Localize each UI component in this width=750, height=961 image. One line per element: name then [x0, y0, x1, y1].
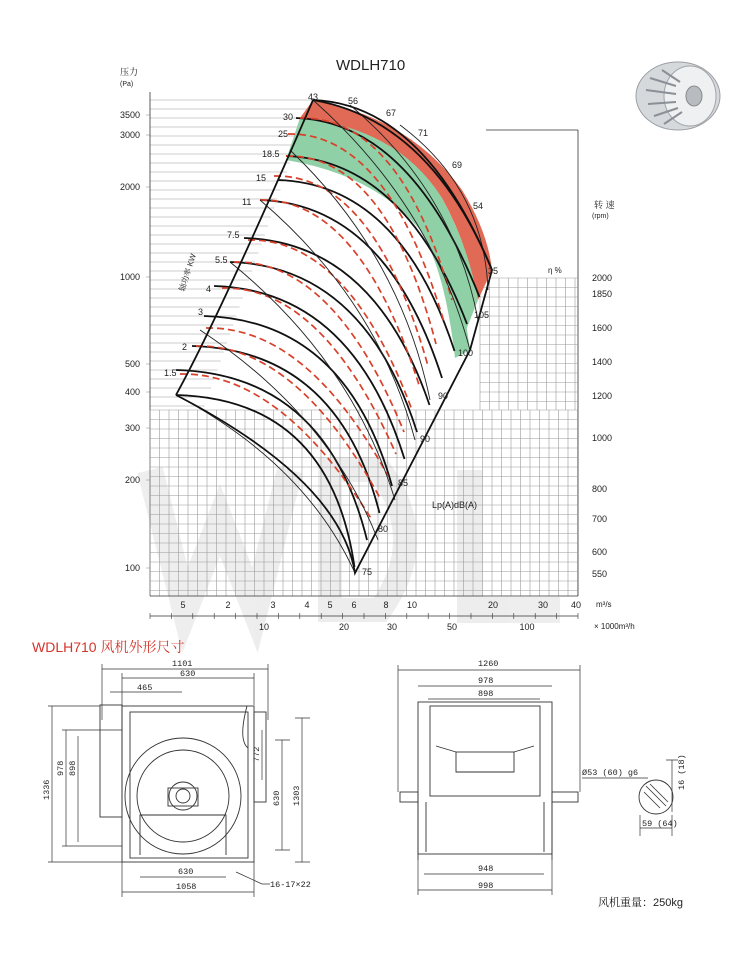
- efficiency-label: 105: [474, 310, 490, 320]
- power-axis-label: 轴功率 KW: [177, 252, 198, 293]
- efficiency-label: 54: [473, 201, 484, 211]
- x-tick-bottom-label: 10: [258, 622, 270, 632]
- efficiency-label: 100: [458, 348, 474, 358]
- power-value-label: 30: [283, 112, 294, 122]
- power-value-label: 15: [256, 173, 267, 183]
- dim-1101: 1101: [172, 659, 193, 669]
- shaft-key: 16 (18): [677, 754, 687, 790]
- rpm-tick-label: 550: [592, 569, 608, 579]
- dim-978-right: 978: [478, 676, 494, 686]
- efficiency-label: 80: [378, 524, 389, 534]
- rpm-tick-label: 800: [592, 484, 608, 494]
- power-value-label: 2: [182, 342, 188, 352]
- x-tick-top-label: 5: [327, 600, 333, 610]
- dim-1336: 1336: [42, 779, 52, 800]
- rpm-tick-label: 1600: [592, 323, 613, 333]
- y-tick-label: 100: [124, 563, 140, 573]
- side-view-drawing: [398, 665, 580, 895]
- rpm-tick-label: 1400: [592, 357, 613, 367]
- efficiency-label: 56: [348, 96, 359, 106]
- efficiency-label: 67: [386, 108, 397, 118]
- fan-weight: 风机重量：250kg: [598, 897, 683, 909]
- dim-948: 948: [478, 864, 494, 874]
- dim-630-top: 630: [180, 669, 196, 679]
- rpm-tick-label: 1850: [592, 289, 613, 299]
- shaft-depth: 59 (64): [642, 819, 678, 829]
- x-tick-top-label: 8: [383, 600, 389, 610]
- x-tick-bottom-label: 100: [519, 622, 535, 632]
- noise-label: Lp(A)dB(A): [432, 500, 478, 510]
- dim-465: 465: [137, 683, 153, 693]
- eta-label: η %: [548, 266, 562, 275]
- x-tick-top-label: 5: [180, 600, 186, 610]
- dim-630-vertical: 630: [272, 790, 282, 806]
- power-value-label: 25: [278, 129, 289, 139]
- power-value-label: 11: [242, 197, 252, 207]
- rpm-tick-label: 1000: [592, 433, 613, 443]
- x-tick-top-label: 4: [304, 600, 310, 610]
- x-tick-top-label: 10: [406, 600, 418, 610]
- efficiency-label: 43: [308, 92, 319, 102]
- power-curve: [248, 240, 412, 410]
- y-tick-label: 500: [124, 359, 140, 369]
- y-tick-label: 3000: [119, 130, 140, 140]
- x-tick-bottom-label: 20: [338, 622, 350, 632]
- x-tick-bottom-label: 50: [446, 622, 458, 632]
- dim-1260: 1260: [478, 659, 499, 669]
- y-tick-label: 1000: [119, 272, 140, 282]
- efficiency-label: 69: [452, 160, 463, 170]
- dim-998: 998: [478, 881, 494, 891]
- y-tick-label: 400: [124, 387, 140, 397]
- rpm-tick-label: 2000: [592, 273, 613, 283]
- dim-1058: 1058: [176, 882, 197, 892]
- efficiency-label: 71: [418, 128, 429, 138]
- y-tick-label: 3500: [119, 110, 140, 120]
- power-curve: [260, 200, 420, 388]
- power-value-label: 5.5: [215, 255, 228, 265]
- efficiency-label: 35: [488, 266, 499, 276]
- chart-title: WDLH710: [336, 57, 406, 74]
- power-value-label: 3: [198, 307, 204, 317]
- dim-holes: 16-17×22: [270, 880, 311, 890]
- dim-772: 772: [252, 746, 262, 762]
- speed-curve: [244, 238, 430, 405]
- rpm-tick-label: 1200: [592, 391, 613, 401]
- efficiency-label: 90: [438, 391, 449, 401]
- y-tick-label: 300: [124, 423, 140, 433]
- dim-978-left: 978: [56, 760, 66, 776]
- power-value-label: 4: [206, 284, 212, 294]
- y-tick-label: 2000: [119, 182, 140, 192]
- rpm-tick-label: 600: [592, 547, 608, 557]
- front-view-drawing: [48, 664, 310, 897]
- rpm-axis-label: 转 速: [594, 200, 615, 210]
- y-axis-label: 压力: [120, 67, 139, 77]
- x-axis-unit-bottom: × 1000m³/h: [594, 622, 635, 631]
- performance-chart: [120, 57, 720, 632]
- y-axis-unit: (Pa): [120, 81, 134, 88]
- speed-curve: [230, 262, 417, 432]
- power-value-label: 1.5: [164, 368, 177, 378]
- dim-898-left: 898: [68, 760, 78, 776]
- shaft-diameter: Ø53 (60) g6: [582, 768, 639, 778]
- dim-898-right: 898: [478, 689, 494, 699]
- x-tick-top-label: 30: [537, 600, 549, 610]
- x-axis-unit-top: m³/s: [596, 600, 612, 609]
- x-tick-bottom-label: 30: [386, 622, 398, 632]
- x-tick-top-label: 40: [570, 600, 582, 610]
- y-tick-label: 200: [124, 475, 140, 485]
- efficiency-label: 90: [420, 434, 431, 444]
- dimension-heading: WDLH710 风机外形尺寸: [32, 639, 185, 655]
- dim-1303: 1303: [292, 785, 302, 806]
- dim-630-bottom: 630: [178, 867, 194, 877]
- x-tick-top-label: 2: [225, 600, 231, 610]
- power-labels: [164, 112, 293, 378]
- efficiency-label: 75: [362, 567, 373, 577]
- rpm-axis-unit: (rpm): [592, 213, 609, 220]
- rpm-tick-label: 700: [592, 514, 608, 524]
- efficiency-label: 85: [398, 478, 409, 488]
- x-tick-top-label: 3: [270, 600, 276, 610]
- impeller-photo-icon: [636, 62, 720, 130]
- x-tick-top-label: 20: [487, 600, 499, 610]
- power-value-label: 7.5: [227, 230, 240, 240]
- x-tick-top-label: 6: [351, 600, 357, 610]
- power-value-label: 18.5: [262, 149, 280, 159]
